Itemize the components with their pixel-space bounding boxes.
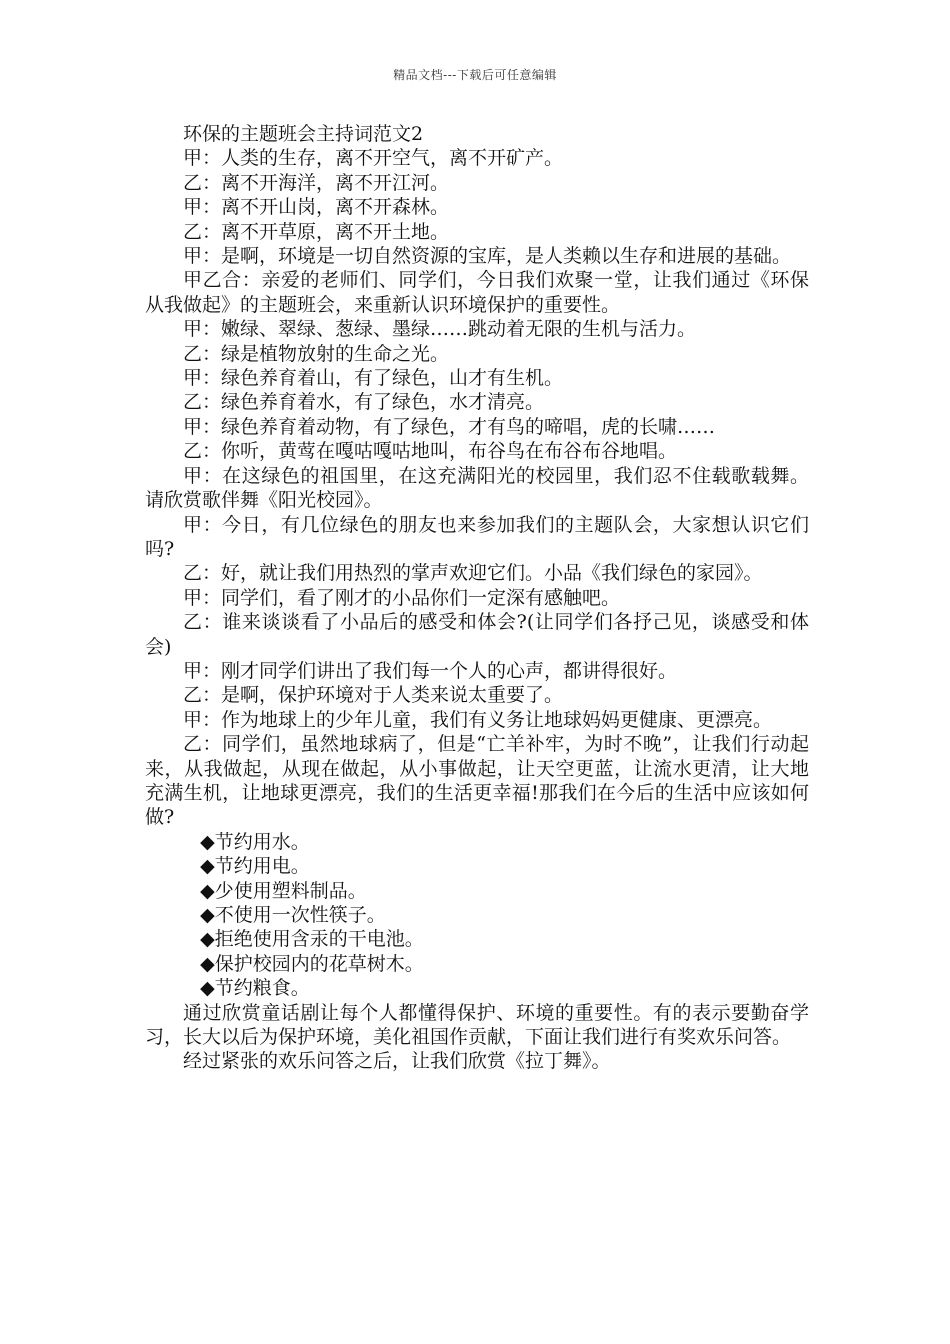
- dialogue-line: 甲：刚才同学们讲出了我们每一个人的心声，都讲得很好。: [183, 659, 678, 682]
- dialogue-line: 乙：绿是植物放射的生命之光。: [183, 342, 450, 365]
- dialogue-line: 甲：嫩绿、翠绿、葱绿、墨绿……跳动着无限的生机与活力。: [183, 318, 697, 341]
- dialogue-line: 乙：是啊，保护环境对于人类来说太重要了。: [183, 684, 564, 707]
- bullet-item: ◆保护校园内的花草树木。: [200, 952, 424, 975]
- dialogue-line: 乙：谁来谈谈看了小品后的感受和体会?(让同学们各抒己见，谈感受和体会): [145, 611, 809, 658]
- closing-paragraph: 通过欣赏童话剧让每个人都懂得保护、环境的重要性。有的表示要勤奋学习，长大以后为保护环境，美化祖国作贡献，下面让我们进行有奖欢乐问答。: [145, 1001, 809, 1049]
- document-title: 环保的主题班会主持词范文2: [183, 123, 424, 145]
- bullet-item: ◆节约用水。: [200, 830, 310, 853]
- bullet-item: ◆节约用电。: [200, 855, 310, 878]
- dialogue-line: 甲：是啊，环境是一切自然资源的宝库，是人类赖以生存和进展的基础。: [183, 245, 792, 268]
- dialogue-line: 乙：离不开草原，离不开土地。: [183, 220, 450, 243]
- dialogue-line: 乙：你听，黄莺在嘎咕嘎咕地叫，布谷鸟在布谷布谷地唱。: [183, 440, 678, 463]
- closing-paragraph: 经过紧张的欢乐问答之后，让我们欣赏《拉丁舞》。: [183, 1050, 611, 1073]
- bullet-item: ◆节约粮食。: [200, 977, 310, 1000]
- document-body: [145, 122, 809, 1074]
- dialogue-line: 甲：在这绿色的祖国里，在这充满阳光的校园里，我们忍不住载歌载舞。请欣赏歌伴舞《阳光校园》。: [145, 464, 809, 512]
- dialogue-line: 乙：同学们，虽然地球病了，但是“亡羊补牢，为时不晚”，让我们行动起来，从我做起，从现在做起，从小事做起，让天空更蓝，让流水更清，让大地充满生机，让地球更漂亮，我们的生活更幸福!那我们在今后的生活中应该如何做?: [145, 733, 809, 829]
- bullet-item: ◆少使用塑料制品。: [200, 879, 367, 902]
- bullet-item: ◆不使用一次性筷子。: [200, 904, 386, 926]
- dialogue-line: 乙：离不开海洋，离不开江河。: [183, 171, 450, 194]
- page-header: 精品文档---下载后可任意编辑: [393, 68, 557, 82]
- dialogue-line: 甲：作为地球上的少年儿童，我们有义务让地球妈妈更健康、更漂亮。: [183, 708, 773, 731]
- dialogue-line: 甲：今日，有几位绿色的朋友也来参加我们的主题队会，大家想认识它们吗?: [145, 513, 809, 560]
- dialogue-line: 甲乙合：亲爱的老师们、同学们，今日我们欢聚一堂，让我们通过《环保从我做起》的主题班会，来重新认识环境保护的重要性。: [145, 269, 809, 316]
- dialogue-line: 甲：离不开山岗，离不开森林。: [183, 196, 450, 219]
- dialogue-line: 甲：绿色养育着动物，有了绿色，才有鸟的啼唱，虎的长啸……: [183, 415, 716, 438]
- dialogue-line: 乙：好，就让我们用热烈的掌声欢迎它们。小品《我们绿色的家园》。: [183, 562, 763, 585]
- dialogue-line: 甲：人类的生存，离不开空气，离不开矿产。: [183, 147, 564, 170]
- dialogue-line: 甲：绿色养育着山，有了绿色，山才有生机。: [183, 367, 564, 390]
- dialogue-line: 甲：同学们，看了刚才的小品你们一定深有感触吧。: [183, 586, 621, 609]
- dialogue-line: 乙：绿色养育着水，有了绿色，水才清亮。: [183, 391, 545, 414]
- bullet-item: ◆拒绝使用含汞的干电池。: [200, 928, 424, 951]
